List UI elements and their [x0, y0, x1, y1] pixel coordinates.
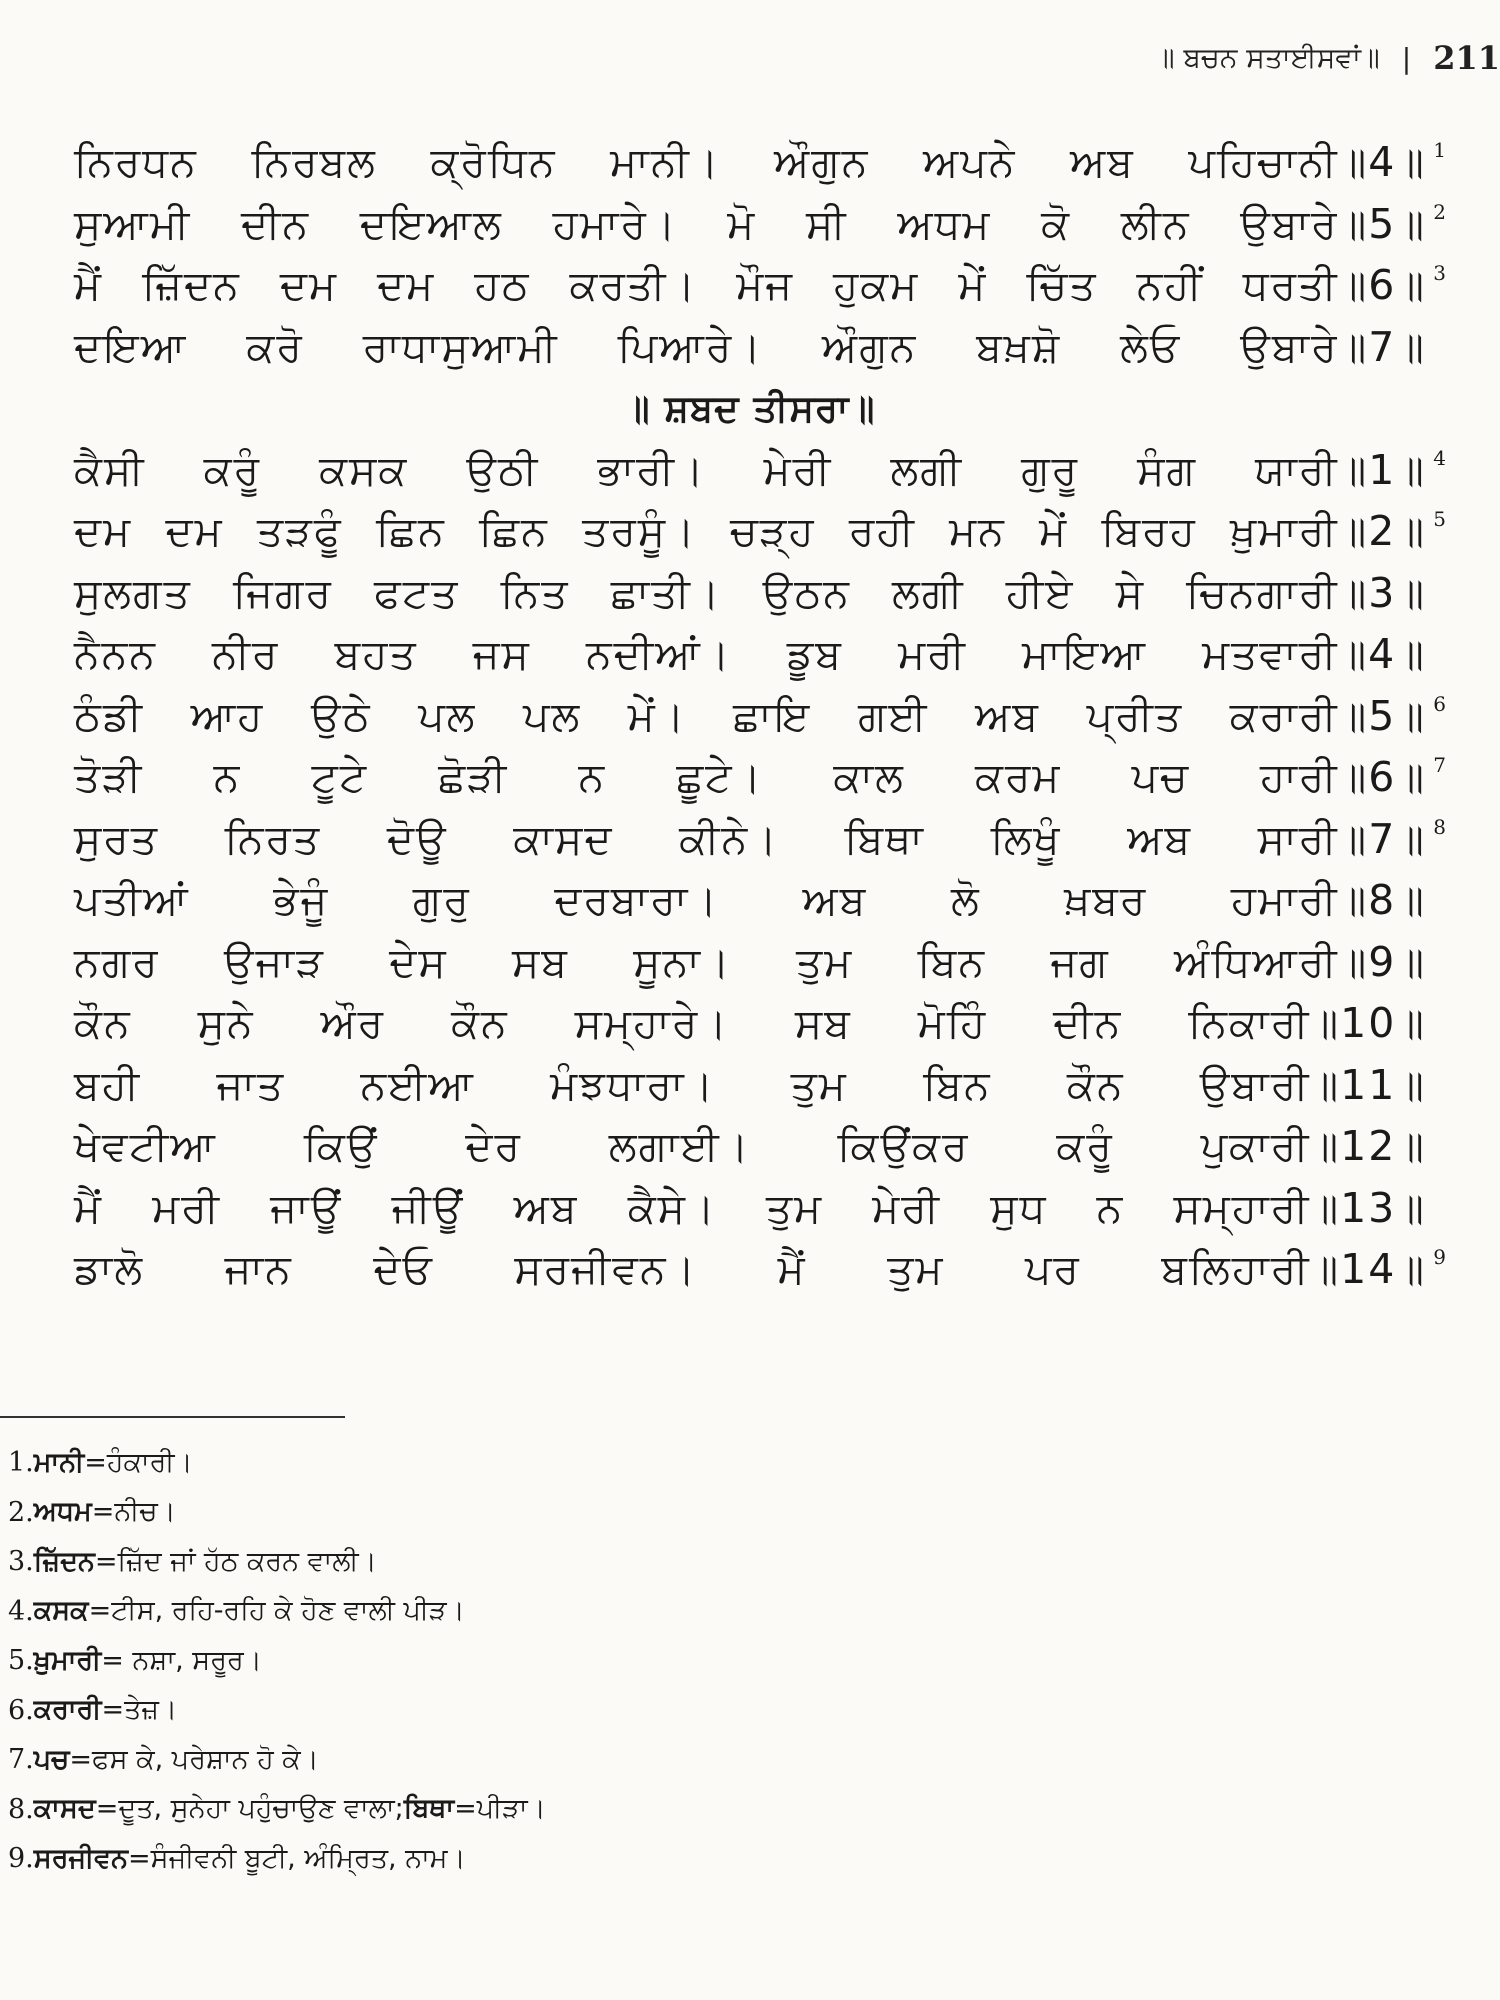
verse-word: ਫਟਤ [374, 568, 460, 617]
verse-word: ਮਾਨੀ। [610, 138, 721, 187]
verse-line [74, 932, 1426, 994]
footnote-marker: 9 [1433, 1245, 1446, 1269]
verse-word: ਕਰੂੰ [203, 445, 262, 494]
verse-word: ਨਿਕਾਰੀ॥10॥ [1188, 999, 1426, 1048]
footnote-term: ਮਾਨੀ [33, 1446, 85, 1478]
verse-word: ਤੁਮ [765, 1183, 824, 1232]
verse-word: ਛਿਨ [479, 507, 549, 556]
verse-word: ਕੌਨ [451, 999, 509, 1048]
verse-word: ਗੁਰੁ [412, 876, 471, 925]
verse-word: ਜਗ [1050, 937, 1110, 986]
verse-word: ਲੀਨ [1120, 199, 1191, 248]
verse-word: ਤੁਮ [887, 1245, 945, 1294]
verse-word: ਨੈਨਨ [74, 630, 157, 679]
footnote-definition: =ਪੀੜਾ। [454, 1793, 546, 1825]
verse-word: ਲਗੀ [890, 445, 964, 494]
verse-word: ਡੂਬ [786, 630, 843, 679]
verse-word: ਮੇਰੀ [872, 1183, 942, 1232]
footnote-definition: =ਜ਼ਿੱਦ ਜਾਂ ਹੱਠ ਕਰਨ ਵਾਲੀ। [94, 1545, 377, 1577]
verse-word: ਅਧਮ [897, 199, 992, 248]
verse-word: ਸੰਗ [1137, 445, 1197, 494]
verse-word: ਨਿਰਧਨ [74, 138, 198, 187]
verse-word: ਲਗਾਈ। [608, 1122, 751, 1171]
footnote-divider [0, 1416, 345, 1418]
verse-word: ਨਿਰਬਲ [251, 138, 377, 187]
verse-word: ਮੈਂ [777, 1245, 807, 1294]
verse-word: ਕੈਸੀ [74, 445, 146, 494]
verse-word: ਜਾਊਂ [270, 1183, 343, 1232]
footnote-item [8, 1488, 1108, 1538]
footnote-item [8, 1587, 1108, 1637]
verse-word: ਉਬਾਰੇ॥5॥ [1240, 199, 1426, 248]
verse-word: ਖੇਵਟੀਆ [74, 1122, 217, 1171]
verse-word: ਸਬ [512, 937, 569, 986]
verse-word: ਪਿਆਰੇ। [617, 322, 763, 371]
verse-word: ਕਸਕ [319, 445, 409, 494]
verse-word: ਕਰਾਰੀ॥5॥ [1229, 691, 1426, 740]
footnote-marker: 3 [1433, 261, 1446, 285]
footnote-term: ਅਧਮ [33, 1496, 92, 1528]
verse-line [74, 809, 1446, 871]
verse-word: ਪਰ [1024, 1245, 1081, 1294]
verse-word: ਨਿਤ [500, 568, 570, 617]
footnote-number: 8. [8, 1793, 34, 1825]
verse-word: ਮਤਵਾਰੀ॥4॥ [1202, 630, 1426, 679]
verse-word: ਛਾਇ [733, 691, 812, 740]
verse-line [74, 440, 1446, 502]
verse-word: ਨਈਆ [360, 1060, 475, 1109]
verse-word: ਦੋਊ [386, 814, 448, 863]
footnote-definition: =ਤੇਜ਼। [101, 1694, 178, 1726]
verse-word: ਜਾਨ [224, 1245, 293, 1294]
footnote-term: ਜ਼ਿੱਦਨ [33, 1545, 95, 1577]
footnote-marker: 8 [1433, 814, 1446, 839]
chapter-title: ॥ ਬਚਨ ਸਤਾਈਸਵਾਂ॥ [1155, 41, 1380, 74]
verse-word: ਦਮ [165, 507, 224, 556]
verse-word: ਮਨ [949, 507, 1006, 556]
verse-word: ਅੰਧਿਆਰੀ॥9॥ [1173, 937, 1426, 986]
verse-word: ਪਚ [1131, 753, 1190, 802]
verse-word: ਕੈਸੇ। [627, 1183, 717, 1232]
verse-word: ਨਗਰ [74, 937, 160, 986]
verse-word: ਬਹਤ [334, 630, 418, 679]
verse-word: ਮੇਂ। [627, 691, 687, 740]
verse-word: ਛੋੜੀ [438, 753, 509, 802]
verse-word: ਹਠ [474, 261, 531, 310]
verse-word: ਕਰਤੀ। [569, 261, 698, 310]
footnote-item [8, 1537, 1108, 1587]
verse-word: ਦੇਰ [465, 1122, 522, 1171]
verse-word: ਚਿਨਗਾਰੀ॥3॥ [1186, 568, 1426, 617]
verse-word: ਭਾਰੀ। [597, 445, 706, 494]
verse-word: ਛਾਤੀ। [610, 568, 722, 617]
verse-word: ਪਲ [418, 691, 477, 740]
verse-word: ਬਿਨ [917, 937, 986, 986]
verse-word: ਨਹੀਂ [1136, 261, 1204, 310]
verse-word: ਨ [213, 753, 242, 802]
verse-word: ਅਬ [802, 876, 868, 925]
footnote-definition: =ਸੰਜੀਵਨੀ ਬੂਟੀ, ਅੰਮ੍ਰਿਤ, ਨਾਮ। [128, 1842, 466, 1874]
verse-word: ਕੀਨੇ। [679, 814, 779, 863]
verse-word: ਕਰੋ [246, 322, 304, 371]
footnote-term: ਪਚ [33, 1743, 70, 1775]
verse-word: ਕਾਲ [833, 753, 905, 802]
verse-word: ਅਬ [1127, 814, 1193, 863]
verse-line [74, 317, 1426, 379]
running-header [1156, 38, 1500, 78]
verse-word: ਜਾਤ [216, 1060, 286, 1109]
footnote-marker: 4 [1433, 445, 1446, 470]
verse-word: ਦੇਓ [373, 1245, 434, 1294]
verse-word: ਮੈਂ [74, 1183, 103, 1232]
verse-line [74, 501, 1446, 563]
footnote-marker: 2 [1433, 199, 1446, 224]
verse-word: ਜਸ [472, 630, 531, 679]
verse-word: ਤੁਮ [790, 1060, 848, 1109]
verse-word: ਲਗੀ [892, 568, 965, 617]
footnote-list [8, 1438, 1108, 1884]
verse-word: ਉਬਾਰੇ॥7॥ [1240, 322, 1426, 371]
footnote-definition: =ਫਸ ਕੇ, ਪਰੇਸ਼ਾਨ ਹੋ ਕੇ। [69, 1743, 319, 1775]
verse-word: ਹਾਰੀ॥6॥ [1259, 753, 1426, 802]
verse-line [74, 132, 1446, 194]
verse-word: ਬਿਥਾ [844, 814, 925, 863]
verse-word: ਠੰਡੀ [74, 691, 144, 740]
verse-word: ਦੀਨ [1053, 999, 1123, 1048]
verse-word: ਔਗੁਨ [821, 322, 918, 371]
footnote-item [8, 1686, 1108, 1736]
verse-word: ਦਮ [74, 507, 133, 556]
verse-word: ਚੜ੍ਹ [730, 507, 816, 556]
verse-line [74, 870, 1426, 932]
verse-word: ਜ਼ਿੱਦਨ [142, 261, 241, 310]
verse-word: ਪਲ [523, 691, 582, 740]
verse-line [74, 1178, 1426, 1240]
verse-word: ਰਹੀ [848, 507, 916, 556]
verse-word: ਪੁਕਾਰੀ॥12॥ [1200, 1122, 1426, 1171]
verse-line [74, 747, 1446, 809]
verse-word: ਔਗੁਨ [774, 138, 870, 187]
verse-word: ਤਰਸੂੰ। [582, 507, 697, 556]
verse-word: ਸਬ [794, 999, 852, 1048]
verse-word: ਮੇਂ [1039, 507, 1069, 556]
footnote-marker: 6 [1433, 691, 1446, 716]
verse-word: ਜੀਊਂ [391, 1183, 465, 1232]
footnote-marker: 1 [1433, 138, 1446, 162]
verse-word: ਉਠੀ [466, 445, 540, 494]
verse-word: ਅਬ [1069, 138, 1135, 187]
footnote-number: 7. [8, 1744, 34, 1776]
verse-word: ਪ੍ਰੀਤ [1086, 691, 1184, 740]
verse-word: ਚਿੱਤ [1026, 261, 1098, 310]
verse-word: ਖ਼ਬਰ [1064, 876, 1148, 925]
verse-word: ਖ਼ੁਮਾਰੀ॥2॥ [1230, 507, 1426, 556]
footnote-item [8, 1834, 1108, 1884]
verse-line [74, 993, 1426, 1055]
verse-word: ਕਿਉਂ [303, 1122, 379, 1171]
verse-word: ਸੁਨੇ [197, 999, 255, 1048]
verse-word: ਪਤੀਆਂ [74, 876, 190, 925]
footnote-term: ਸਰਜੀਵਨ [33, 1842, 129, 1874]
verse-word: ਕਾਸਦ [513, 814, 614, 863]
verse-word: ਸੂਨਾ। [633, 937, 732, 986]
footnote-definition: =ਟੀਸ, ਰਹਿ-ਰਹਿ ਕੇ ਹੋਣ ਵਾਲੀ ਪੀੜ। [88, 1595, 465, 1627]
verse-word: ਬਹੀ [74, 1060, 142, 1109]
verse-line [74, 624, 1426, 686]
footnote-number: 1. [8, 1447, 34, 1479]
footnote-item [8, 1438, 1108, 1488]
footnote-term: ਖ਼ੁਮਾਰੀ [33, 1644, 102, 1676]
footnote-marker: 7 [1433, 753, 1446, 777]
verse-word: ਨੀਰ [212, 630, 280, 679]
verse-word: ਸੁਰਤ [74, 814, 159, 863]
footnote-marker: 5 [1433, 507, 1446, 531]
verse-word: ਕੌਨ [74, 999, 132, 1048]
verse-word: ਹੁਕਮ [833, 261, 920, 310]
footnote-number: 9. [8, 1843, 34, 1875]
verse-word: ਮੌਜ [736, 261, 794, 310]
verse-word: ਧਰਤੀ॥6॥ [1242, 261, 1426, 310]
footnote-item [8, 1636, 1108, 1686]
verse-word: ਬਿਨ [923, 1060, 992, 1109]
verse-word: ਕਰਮ [975, 753, 1062, 802]
verse-word: ਨਦੀਆਂ। [586, 630, 732, 679]
verse-word: ਮੋਹਿੰ [917, 999, 988, 1048]
verse-word: ਤੜਫੂੰ [256, 507, 343, 556]
verse-word: ਗਈ [857, 691, 929, 740]
verse-word: ਸੇ [1115, 568, 1145, 617]
verse-word: ਮਰੀ [152, 1183, 221, 1232]
verse-word: ਸੁਆਮੀ [74, 199, 192, 248]
verse-word: ਤੁਮ [795, 937, 854, 986]
verse-word: ਹੀਏ [1005, 568, 1075, 617]
footnote-definition: =ਦੂਤ, ਸੁਨੇਹਾ ਪਹੁੰਚਾਉਣ ਵਾਲਾ; [95, 1793, 404, 1825]
verse-word: ਸੁਲਗਤ [74, 568, 192, 617]
verse-word: ਕ੍ਰੋਧਿਨ [430, 138, 557, 187]
verse-word: ਯਾਰੀ॥1॥ [1255, 445, 1426, 494]
verse-word: ਮਾਇਆ [1022, 630, 1147, 679]
verse-word: ਸਾਰੀ॥7॥ [1257, 814, 1426, 863]
footnote-definition: =ਨੀਚ। [91, 1496, 176, 1528]
verse-word: ਉਬਾਰੀ॥11॥ [1199, 1060, 1426, 1109]
verse-word: ਲਿਖੂੰ [990, 814, 1062, 863]
footnote-number: 5. [8, 1645, 34, 1677]
verse-line [74, 1116, 1426, 1178]
verse-word: ਮੇਰੀ [763, 445, 833, 494]
verse-word: ਦਮ [377, 261, 436, 310]
verse-word: ਸਮ੍ਹਾਰੇ। [574, 999, 729, 1048]
verse-word: ਜਿਗਰ [232, 568, 333, 617]
verse-word: ਦੇਸ [389, 937, 448, 986]
footnote-number: 2. [8, 1496, 34, 1528]
footnote-definition: =ਹੰਕਾਰੀ। [84, 1446, 193, 1478]
verse-line [74, 194, 1446, 256]
verse-word: ਉਜਾੜ [223, 937, 325, 986]
footnote-number: 6. [8, 1694, 34, 1726]
footnote-definition: = ਨਸ਼ਾ, ਸਰੂਰ। [101, 1644, 262, 1676]
verse-word: ਹਮਾਰੀ॥8॥ [1230, 876, 1426, 925]
verse-word: ਸੁਧ [990, 1183, 1048, 1232]
verse-word: ਬਖ਼ਸ਼ੋ [976, 322, 1062, 371]
verse-word: ਸਰਜੀਵਨ। [514, 1245, 698, 1294]
verse-word: ਸਮ੍ਹਾਰੀ॥13॥ [1173, 1183, 1426, 1232]
verse-word: ਮਰੀ [898, 630, 967, 679]
verse-word: ਮੈਂ [74, 261, 103, 310]
footnote-item [8, 1785, 1108, 1835]
verse-word: ਨਿਰਤ [224, 814, 322, 863]
verse-word: ਔਰ [320, 999, 386, 1048]
verse-word: ਭੇਜੂੰ [273, 876, 330, 925]
verse-word: ਪਹਿਚਾਨੀ॥4॥ [1188, 138, 1426, 187]
footnote-term: ਕਰਾਰੀ [33, 1694, 102, 1726]
verse-word: ਤੋੜੀ [74, 753, 144, 802]
footnote-number: 4. [8, 1595, 34, 1627]
verse-word: ਅਪਨੇ [923, 138, 1017, 187]
footnote-term: ਕਾਸਦ [33, 1793, 96, 1825]
shabad-heading: ॥ ਸ਼ਬਦ ਤੀਸਰਾ॥ [624, 386, 876, 430]
verse-word: ਮੇਂ [958, 261, 988, 310]
page-number: 211 [1433, 39, 1500, 77]
verse-word: ਡਾਲੋ [74, 1245, 145, 1294]
verse-word: ਛਿਨ [375, 507, 446, 556]
verse-word: ਦਇਆ [74, 322, 188, 371]
verse-line [74, 686, 1446, 748]
verse-word: ਨ [578, 753, 607, 802]
verse-line [74, 1239, 1446, 1301]
footnote-term: ਬਿਥਾ [403, 1793, 455, 1825]
header-separator: | [1401, 41, 1412, 75]
verse-word: ਬਿਰਹ [1101, 507, 1197, 556]
verse-word: ਟੂਟੇ [311, 753, 369, 802]
verse-word: ਦਇਆਲ [359, 199, 503, 248]
verse-word: ਦਰਬਾਰਾ। [554, 876, 719, 925]
verse-line [74, 255, 1446, 317]
verse-word: ਮੰਝਧਾਰਾ। [550, 1060, 716, 1109]
verse-word: ਅਬ [513, 1183, 579, 1232]
footnote-term: ਕਸਕ [33, 1595, 89, 1627]
verse-word: ਕੌਨ [1066, 1060, 1125, 1109]
verse-word: ਦਮ [279, 261, 338, 310]
verse-word: ਮੋ [727, 199, 757, 248]
verse-word: ਹਮਾਰੇ। [552, 199, 678, 248]
verse-word: ਕੋ [1041, 199, 1072, 248]
verse-word: ਅਬ [975, 691, 1041, 740]
verse-word: ਉਠਨ [762, 568, 851, 617]
verse-word: ਕਰੂੰ [1056, 1122, 1114, 1171]
verse-line [74, 563, 1426, 625]
verse-word: ਨ [1096, 1183, 1125, 1232]
verse-word: ਬਲਿਹਾਰੀ॥14॥ [1161, 1245, 1426, 1294]
verse-word: ਦੀਨ [240, 199, 311, 248]
verse-word: ਗੁਰੂ [1021, 445, 1080, 494]
verse-word: ਉਠੇ [310, 691, 372, 740]
verse-word: ਛੂਟੇ। [676, 753, 764, 802]
footnote-number: 3. [8, 1546, 34, 1578]
verse-block [74, 132, 1446, 1301]
footnote-item [8, 1735, 1108, 1785]
verse-word: ਸੀ [805, 199, 848, 248]
verse-word: ਰਾਧਾਸੁਆਮੀ [362, 322, 559, 371]
verse-word: ਲੇਓ [1120, 322, 1182, 371]
verse-word: ਆਹ [190, 691, 265, 740]
verse-word: ਕਿਉਂਕਰ [837, 1122, 970, 1171]
verse-word: ਲੋ [950, 876, 981, 925]
verse-line [74, 1055, 1426, 1117]
